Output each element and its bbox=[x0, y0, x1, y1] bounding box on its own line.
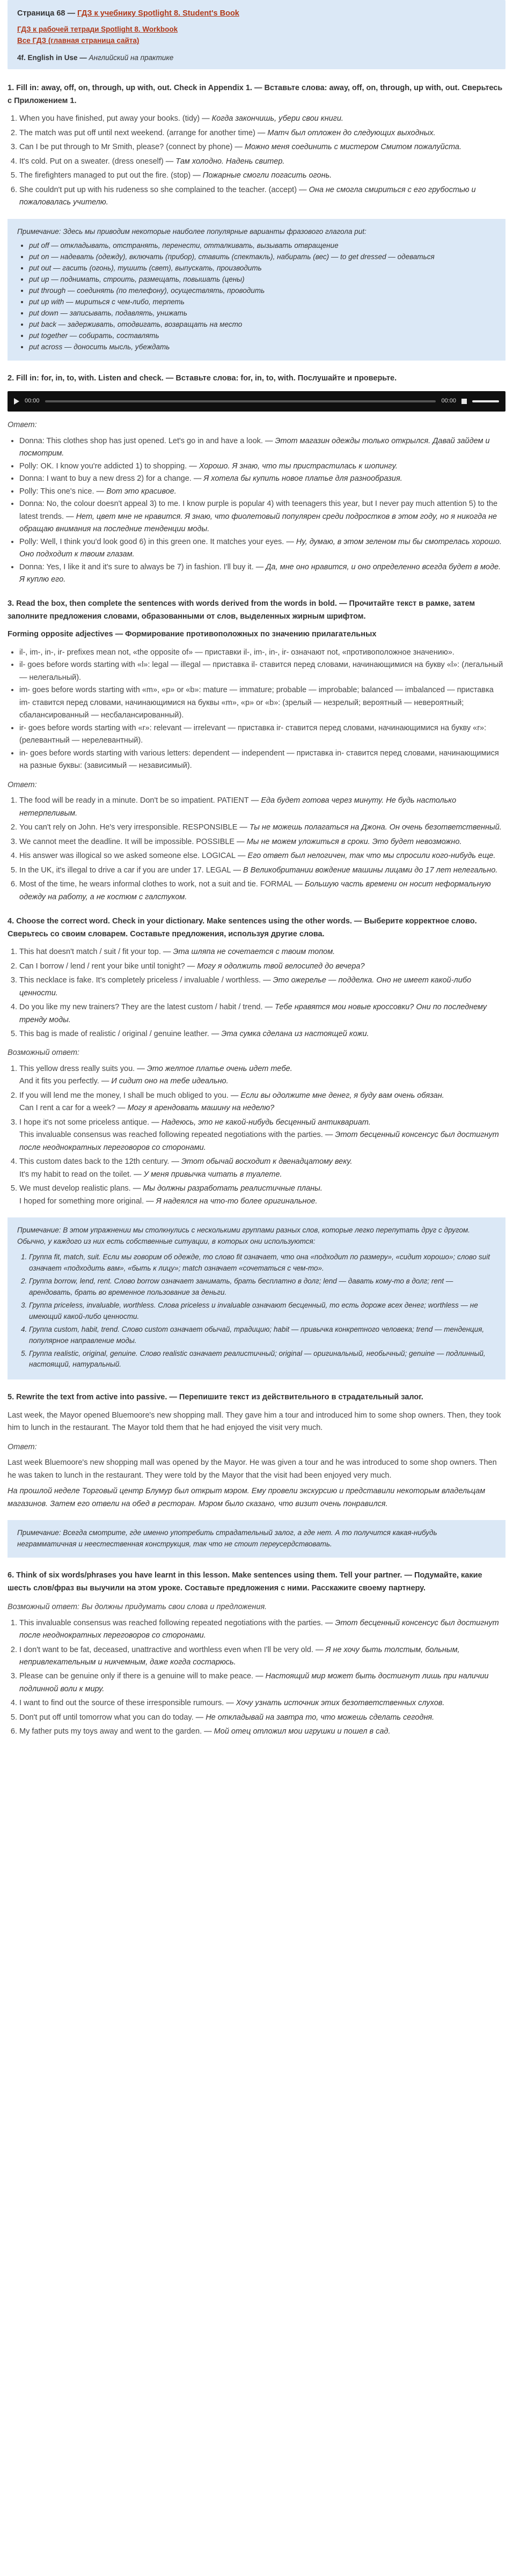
list-item: • Donna: This clothes shop has just opened. Let's go in and have a look. — Этот магазин одежды только открылся. Давай зайдем и посмотрим. bbox=[19, 435, 505, 460]
exercise-6 bbox=[8, 1569, 505, 1738]
exercise-5 bbox=[8, 1391, 505, 1510]
list-item: 2. If you will lend me the money, I shall be much obliged to you. — Если вы одолжите мне денег, я буду вам очень обязан. Can I rent a car for a week? — Могу я арендовать машину на неделю? bbox=[19, 1090, 505, 1115]
list-item: 2. Can I borrow / lend / rent your bike until tonight? — Могу я одолжить твой велосипед до вечера? bbox=[19, 960, 505, 973]
exercise-6-list bbox=[8, 1617, 505, 1738]
list-item: • Polly: This one's nice. — Вот это красивое. bbox=[19, 486, 505, 498]
list-item: 2. You can't rely on John. He's very irresponsible. RESPONSIBLE — Ты не можешь полагаться на Джона. Он очень безответственный. bbox=[19, 821, 505, 834]
list-item: 3. Группа priceless, invaluable, worthless. Слова priceless и invaluable означают бесценный, то есть дороже всех денег; worthless — не имеющий какой-либо ценности. bbox=[29, 1300, 496, 1323]
page-title bbox=[17, 8, 496, 20]
exercise-3-list bbox=[8, 795, 505, 904]
note-list bbox=[17, 1252, 496, 1370]
dialogue-list bbox=[8, 435, 505, 586]
list-item: • put together — собирать, составлять bbox=[29, 331, 496, 342]
list-item: • il- goes before words starting with «l»: legal — illegal — приставка il- ставится перед словами, начинающимися на букву «l»: (легальный — нелегальный). bbox=[19, 659, 505, 684]
list-item: 3. This necklace is fake. It's completely priceless / invaluable / worthless. — Это ожерелье — подделка. Оно не имеет какой-либо ценности. bbox=[19, 974, 505, 1000]
list-item: • put through — соединять (по телефону), осуществлять, проводить bbox=[29, 285, 496, 297]
lesson-subtitle bbox=[17, 52, 496, 64]
list-item: 5. Don't put off until tomorrow what you can do today. — Не откладывай на завтра то, что можешь сделать сегодня. bbox=[19, 1712, 505, 1724]
answer-label: Ответ: bbox=[8, 780, 37, 789]
list-item: 3. I hope it's not some priceless antique. — Надеюсь, это не какой-нибудь бесценный антиквариат. This invaluable consensus was reached following repeated negotiations with the parties. — Этот бесценный консенсус был достигнут после неоднократных переговоров со сторонами. bbox=[19, 1117, 505, 1154]
note-intro: Примечание: Здесь мы приводим некоторые наиболее популярные варианты фразового глагола put: bbox=[17, 227, 367, 236]
list-item: • put off — откладывать, отстранять, перенести, отталкивать, вызывать отвращение bbox=[29, 240, 496, 252]
header-box bbox=[8, 0, 505, 69]
lesson-subtitle-ru: Английский на практике bbox=[89, 54, 174, 62]
exercise-2 bbox=[8, 372, 505, 586]
list-item: • put on — надевать (одежду), включать (прибор), ставить (спектакль), набирать (вес) — to get dressed — одеваться bbox=[29, 252, 496, 263]
students-book-link[interactable]: ГДЗ к учебнику Spotlight 8. Student's Book bbox=[77, 9, 239, 18]
time-current: 00:00 bbox=[25, 398, 40, 405]
list-item: 5. In the UK, it's illegal to drive a car if you are under 17. LEGAL — В Великобритании вождение машины лицами до 17 лет нелегально. bbox=[19, 864, 505, 877]
answer-text-en: Last week Bluemoore's new shopping mall was opened by the Mayor. He was given a tour and he was introduced to some shop owners. Then he was taken to lunch in the restaurant. They were told by the Mayor that the visit had been enjoyed very much. bbox=[8, 1458, 497, 1480]
list-item: • il-, im-, in-, ir- prefixes mean not, «the opposite of» — приставки il-, im-, in-, ir- означают not, «противоположное значению». bbox=[19, 647, 505, 659]
list-item: 5. This bag is made of realistic / original / genuine leather. — Эта сумка сделана из настоящей кожи. bbox=[19, 1028, 505, 1040]
audio-player[interactable] bbox=[8, 391, 505, 412]
exercise-5-heading: 5. Rewrite the text from active into passive. — Перепишите текст из действительного в страдательный залог. bbox=[8, 1393, 423, 1402]
exercise-1 bbox=[8, 82, 505, 209]
exercise-1-heading: 1. Fill in: away, off, on, through, up with, out. Check in Appendix 1. — Вставьте слова: away, off, on, through, up with, out. Сверьтесь с Приложением 1. bbox=[8, 84, 503, 105]
note-passive bbox=[8, 1520, 505, 1558]
list-item: 4. Do you like my new trainers? They are the latest custom / habit / trend. — Тебе нравятся мои новые кроссовки? Они по последнему тренду моды. bbox=[19, 1001, 505, 1026]
time-total: 00:00 bbox=[441, 398, 456, 405]
list-item: • put back — задерживать, отодвигать, возвращать на место bbox=[29, 319, 496, 331]
list-item: 3. We cannot meet the deadline. It will be impossible. POSSIBLE — Мы не можем уложиться в сроки. Это будет невозможно. bbox=[19, 836, 505, 848]
page-title-prefix: Страница 68 — bbox=[17, 9, 78, 18]
workbook-link[interactable]: ГДЗ к рабочей тетради Spotlight 8. Workbook bbox=[17, 25, 178, 34]
note-phrasal-put bbox=[8, 219, 505, 361]
list-item: 1. This yellow dress really suits you. — Это желтое платье очень идет тебе. And it fits you perfectly. — И сидит оно на тебе идеально. bbox=[19, 1063, 505, 1088]
list-item: • Polly: Well, I think you'd look good 6) in this green one. It matches your eyes. — Ну, думаю, в этом зеленом ты бы смотрелась хорошо. Оно подходит к твоим глазам. bbox=[19, 536, 505, 561]
list-item: 2. Группа borrow, lend, rent. Слово borrow означает занимать, брать бесплатно в долг; lend — давать кому-то в долг; rent — арендовать, брать во временное пользование за деньги. bbox=[29, 1276, 496, 1298]
list-item: • put across — доносить мысль, убеждать bbox=[29, 342, 496, 353]
list-item: 1. This invaluable consensus was reached following repeated negotiations with the parties. — Этот бесценный консенсус был достигнут после неоднократных переговоров со сторонами. bbox=[19, 1617, 505, 1642]
list-item: • Donna: No, the colour doesn't appeal 3) to me. I know purple is popular 4) with teenagers this year, but I never pay much attention 5) to the latest trends. — Нет, цвет мне не нравится. Я знаю, что фиолетовый популярен среди подростков в этом году, но я никогда не обращаю внимания на последние тенденции моды. bbox=[19, 498, 505, 535]
list-item: 4. Группа custom, habit, trend. Слово custom означает обычай, традицию; habit — привычка конкретного человека; trend — тенденция, популярное направление моды. bbox=[29, 1324, 496, 1347]
list-item: 3. Please can be genuine only if there is a genuine will to make peace. — Настоящий мир может быть достигнут лишь при наличии подлинной воли к миру. bbox=[19, 1670, 505, 1696]
list-item: 1. This hat doesn't match / suit / fit your top. — Эта шляпа не сочетается с твоим топом. bbox=[19, 946, 505, 958]
list-item: 1. Группа fit, match, suit. Если мы говорим об одежде, то слово fit означает, что она «подходит по размеру», «сидит хорошо»; слово suit означает «подходить вам», «быть к лицу»; match означает «сочетаться с чем-то». bbox=[29, 1252, 496, 1274]
list-item: 1. The food will be ready in a minute. Don't be so impatient. PATIENT — Еда будет готова через минуту. Не будь настолько нетерпеливым. bbox=[19, 795, 505, 820]
list-item: 4. His answer was illogical so we asked someone else. LOGICAL — Его ответ был нелогичен, так что мы спросили кого-нибудь еще. bbox=[19, 850, 505, 862]
exercise-1-list bbox=[8, 113, 505, 209]
list-item: 4. I want to find out the source of these irresponsible rumours. — Хочу узнать источник этих безответственных слухов. bbox=[19, 1697, 505, 1709]
list-item: • put out — гасить (огонь), тушить (свет), выпускать, производить bbox=[29, 263, 496, 274]
list-item: 6. My father puts my toys away and went to the garden. — Мой отец отложил мои игрушки и пошел в сад. bbox=[19, 1726, 505, 1738]
exercise-4-list bbox=[8, 946, 505, 1040]
list-item: 3. Can I be put through to Mr Smith, please? (connect by phone) — Можно меня соединить с мистером Смитом пожалуйста. bbox=[19, 141, 505, 153]
note-intro: Примечание: В этом упражнении мы столкнулись с несколькими группами разных слов, которые легко перепутать друг с другом. Обычно, у каждого из них есть собственные ситуации, в которых они используются: bbox=[17, 1226, 470, 1246]
list-item: 6. She couldn't put up with his rudeness so she complained to the teacher. (accept) — Она не смогла смириться с его грубостью и пожаловалась учителю. bbox=[19, 184, 505, 209]
note-list bbox=[17, 240, 496, 353]
answer-text-ru: На прошлой неделе Торговый центр Блумур был открыт мэром. Ему провели экскурсию и представили некоторым владельцам магазинов. Затем его отвели на обед в ресторан. Мэром было сказано, что визит очень понравился. bbox=[8, 1487, 486, 1508]
play-icon[interactable] bbox=[14, 398, 19, 405]
list-item: • put down — записывать, подавлять, унижать bbox=[29, 308, 496, 319]
exercise-3 bbox=[8, 598, 505, 904]
list-item: 1. When you have finished, put away your books. (tidy) — Когда закончишь, убери свои книги. bbox=[19, 113, 505, 125]
volume-icon[interactable] bbox=[461, 399, 467, 404]
list-item: • im- goes before words starting with «m», «p» or «b»: mature — immature; probable — improbable; balanced — imbalanced — приставка im- ставится перед словами, начинающимися на буквы «m», «p» or «b»: (зрелый — незрелый; вероятный — невероятный; сбалансированный — несбалансированный). bbox=[19, 684, 505, 722]
note-text: Примечание: Всегда смотрите, где именно употребить страдательный залог, а где нет. А то получится какая-нибудь неграмматичная и неестественная конструкция, так что не стоит переусердствовать. bbox=[17, 1529, 437, 1548]
list-item: • Donna: Yes, I like it and it's sure to always be 7) in fashion. I'll buy it. — Да, мне оно нравится, и оно определенно всегда будет в моде. Я куплю его. bbox=[19, 561, 505, 586]
list-item: 5. Группа realistic, original, genuine. Слово realistic означает реалистичный; original — оригинальный, необычный; genuine — подлинный, настоящий, натуральный. bbox=[29, 1348, 496, 1371]
answer-label: Ответ: bbox=[8, 421, 37, 430]
list-item: 4. It's cold. Put on a sweater. (dress oneself) — Там холодно. Надень свитер. bbox=[19, 156, 505, 168]
list-item: • in- goes before words starting with various letters: dependent — independent — приставка in- ставится перед словами, начинающимися на разные буквы: (зависимый — независимый). bbox=[19, 747, 505, 773]
exercise-4-heading: 4. Choose the correct word. Check in your dictionary. Make sentences using the other words. — Выберите корректное слово. Сверьтесь со своим словарем. Составьте предложения, используя другие слова. bbox=[8, 917, 477, 938]
progress-bar[interactable] bbox=[45, 400, 436, 402]
list-item: 4. This custom dates back to the 12th century. — Этот обычай восходит к двенадцатому веку. It's my habit to read on the toilet. — У меня привычка читать в туалете. bbox=[19, 1156, 505, 1181]
exercise-6-heading: 6. Think of six words/phrases you have learnt in this lesson. Make sentences using them. Tell your partner. — Подумайте, какие шесть слов/фраз вы выучили на этом уроке. Составьте предложения с ними. Расскажите своему партнеру. bbox=[8, 1571, 482, 1592]
list-item: 2. I don't want to be fat, deceased, unattractive and worthless even when I'll be very old. — Я не хочу быть толстым, больным, непривлекательным и никчемным, даже когда состарюсь. bbox=[19, 1644, 505, 1669]
list-item: • put up — поднимать, строить, размещать, повышать (цены) bbox=[29, 274, 496, 285]
home-link[interactable]: Все ГДЗ (главная страница сайта) bbox=[17, 36, 140, 45]
list-item: 5. We must develop realistic plans. — Мы должны разработать реалистичные планы. I hoped for something more original. — Я надеялся на что-то более оригинальное. bbox=[19, 1183, 505, 1208]
list-item: • ir- goes before words starting with «r»: relevant — irrelevant — приставка ir- ставится перед словами, начинающимися на букву «r»: (релевантный — нерелевантный). bbox=[19, 722, 505, 747]
list-item: 2. The match was put off until next weekend. (arrange for another time) — Матч был отложен до следующих выходных. bbox=[19, 127, 505, 140]
list-item: 5. The firefighters managed to put out the fire. (stop) — Пожарные смогли погасить огонь. bbox=[19, 170, 505, 182]
list-item: • Donna: I want to buy a new dress 2) for a change. — Я хотела бы купить новое платье для разнообразия. bbox=[19, 473, 505, 485]
exercise-3-subheading: Forming opposite adjectives — Формирование противоположных по значению прилагательных bbox=[8, 630, 377, 639]
source-text: Last week, the Mayor opened Bluemoore's new shopping mall. They gave him a tour and introduced him to some shop owners. Then, they took him to lunch in the restaurant. The Mayor told them that he had enjoyed the visit very much. bbox=[8, 1411, 501, 1433]
list-item: • Polly: OK. I know you're addicted 1) to shopping. — Хорошо. Я знаю, что ты пристрастилась к шопингу. bbox=[19, 460, 505, 473]
exercise-2-heading: 2. Fill in: for, in, to, with. Listen and check. — Вставьте слова: for, in, to, with. Послушайте и проверьте. bbox=[8, 373, 397, 383]
volume-slider[interactable] bbox=[472, 400, 499, 402]
list-item: 6. Most of the time, he wears informal clothes to work, not a suit and tie. FORMAL — Большую часть времени он носит неформальную одежду на работу, а не костюм с галстуком. bbox=[19, 878, 505, 904]
answer-label: Возможный ответ: Вы должны придумать свои слова и предложения. bbox=[8, 1603, 267, 1612]
exercise-3-heading: 3. Read the box, then complete the sentences with words derived from the words in bold. — Прочитайте текст в рамке, затем заполните предложения словами, образованными от слов, выделенных жирным шрифтом. bbox=[8, 599, 475, 621]
answer-label: Ответ: bbox=[8, 1442, 37, 1451]
lesson-subtitle-en: 4f. English in Use — bbox=[17, 54, 89, 62]
rules-list bbox=[8, 647, 505, 773]
note-word-groups bbox=[8, 1217, 505, 1379]
exercise-4 bbox=[8, 915, 505, 1208]
exercise-4-answers bbox=[8, 1063, 505, 1208]
answer-label: Возможный ответ: bbox=[8, 1048, 79, 1058]
list-item: • put up with — мириться с чем-либо, терпеть bbox=[29, 297, 496, 308]
